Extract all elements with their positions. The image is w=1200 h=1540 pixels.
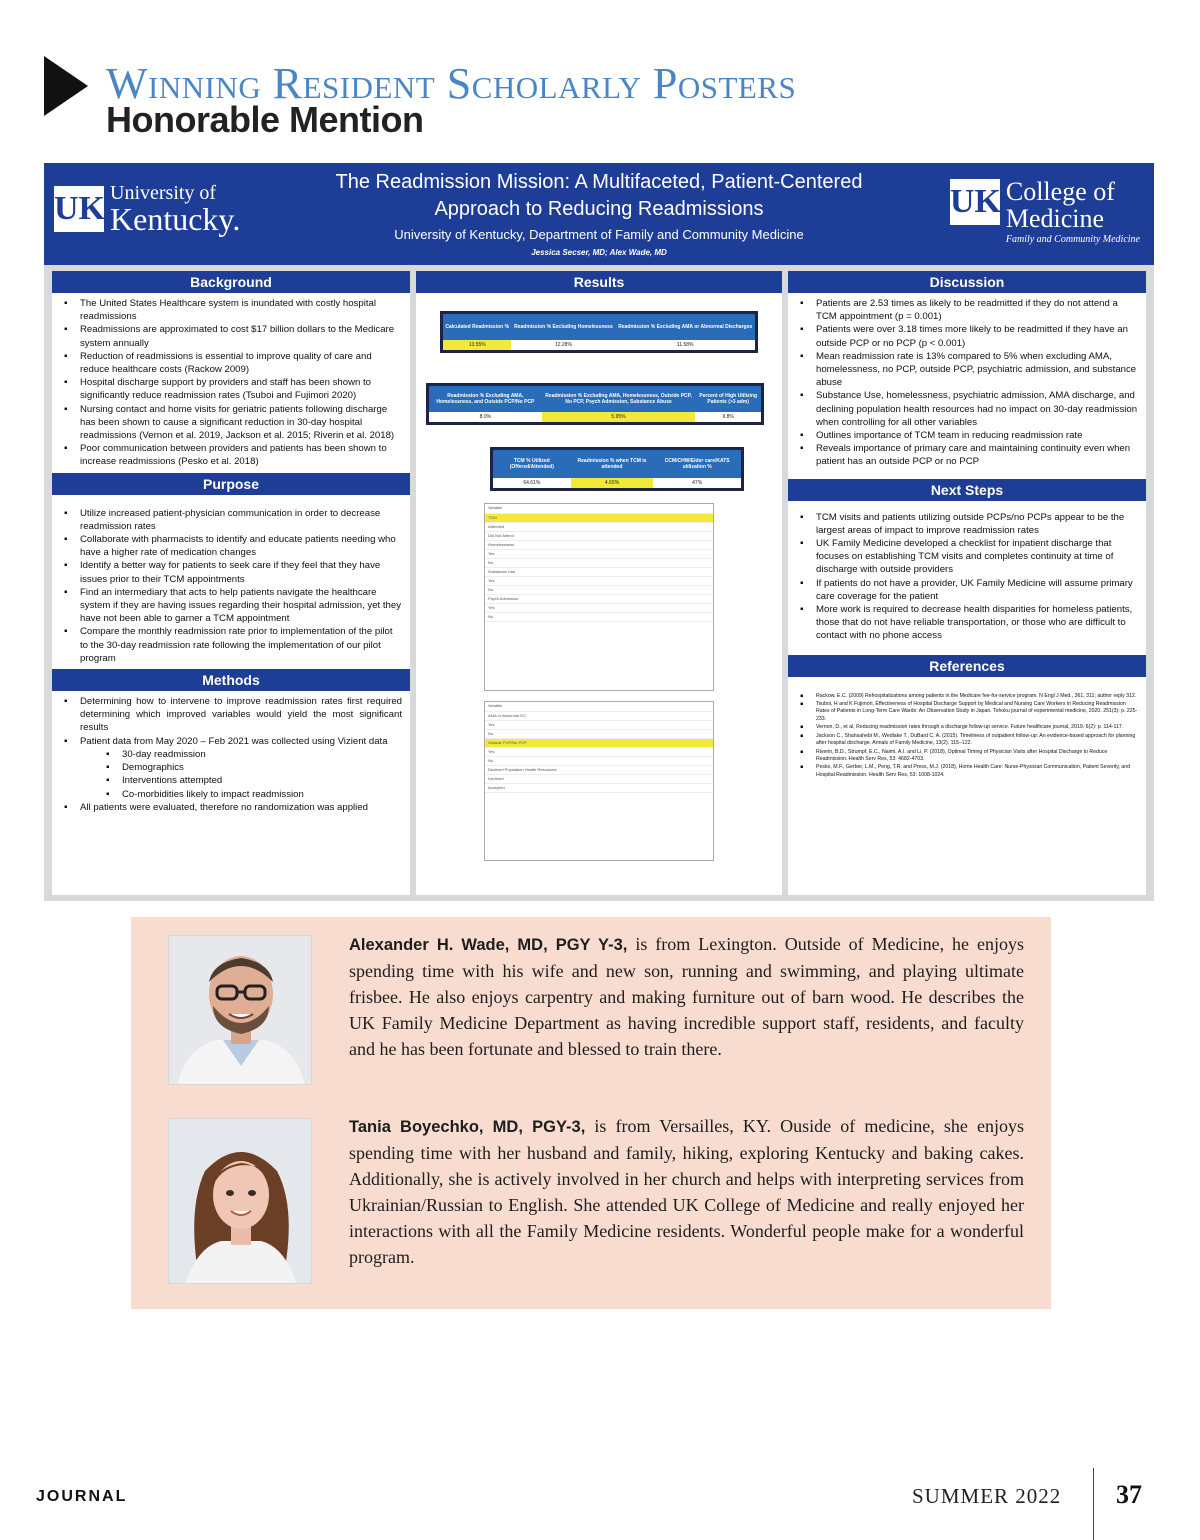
methods-sub-item: ▪ 30-day readmission: [62, 748, 402, 761]
stat-row-label: Attended: [485, 522, 713, 531]
college-logo-line3: Family and Community Medicine: [1005, 234, 1140, 246]
background-item: ▪ Hospital discharge support by providers and staff has been shown to significantly reduce readmission rates (Tsuboi and Fujimori 2020): [62, 376, 402, 402]
stat-row-label: Declined: [485, 774, 713, 783]
results-table-value: 64.61%: [493, 478, 571, 488]
results-table-header: Calculated Readmission %: [443, 314, 511, 340]
stat-table-row: [485, 603, 713, 612]
results-table-header: Readmission % Excluding AMA or Abnormal Discharges: [615, 314, 755, 340]
stat-table-row: [485, 531, 713, 540]
results-table-value: 47%: [653, 478, 741, 488]
stat-row-label: Declined Population Health Resources: [485, 765, 713, 774]
stat-table-row: [485, 756, 713, 765]
results-table-2: [426, 383, 764, 425]
wade-photo: [168, 935, 312, 1085]
page-number: 37: [1116, 1480, 1142, 1509]
stat-table-row: [485, 774, 713, 783]
stat-row-label: Yes: [485, 720, 713, 729]
results-table-header: Readmission % Excluding AMA, Homelessness, Outside PCP, No PCP, Psych Admission, Substance Abuse: [542, 386, 696, 412]
purpose-heading: Purpose: [52, 473, 410, 495]
reference-item: ▪ Tsuboi, H and K Fujimori, Effectiveness of Hospital Discharge Support by Medical and Nursing Care Workers in Reducing Readmission Rates of Patients in Long-Term Care Wards: An Observation Study in Japan. Tohoku journal of experimental medicine, 2020. 251(3): p. 225-233.: [798, 701, 1138, 723]
purpose-item: ▪ Find an intermediary that acts to help patients navigate the healthcare system if they are having issues regarding their hospital admission, yet they have not been able to garner a TCM appointment: [62, 586, 402, 626]
reference-item: ▪ Pesko, M.F., Gerber, L.M., Peng, T.R. and Press, M.J. (2018), Home Health Care: Nurse-Physician Communication, Patient Severity, and Hospital Readmission. Health Serv Res, 53: 1008-1024.: [798, 764, 1138, 779]
stat-row-label: No: [485, 585, 713, 594]
footer-season: SUMMER 2022: [912, 1484, 1062, 1508]
stat-table-1: [484, 503, 714, 691]
discussion-item: ▪ Mean readmission rate is 13% compared to 5% when excluding AMA, homelessness, no PCP, outside PCP, psychiatric admission, and substance abuse: [798, 350, 1138, 390]
results-table-value: 12.28%: [511, 340, 615, 350]
uk-logo-line2: Kentucky.: [110, 201, 241, 237]
results-table-header: Readmission % Excluding AMA, Homelessness, and Outside PCP/No PCP: [429, 386, 542, 412]
poster-title-line2: Approach to Reducing Readmissions: [434, 198, 764, 220]
purpose-item: ▪ Utilize increased patient-physician communication in order to decrease readmission rates: [62, 507, 402, 533]
discussion-item: ▪ Patients are 2.53 times as likely to be readmitted if they do not attend a TCM appointment (p = 0.001): [798, 297, 1138, 323]
stat-row-label: Yes: [485, 549, 713, 558]
purpose-item: ▪ Compare the monthly readmission rate prior to implementation of the pilot to the 30-day readmission rate following the implementation of our pilot program: [62, 625, 402, 665]
wade-name: Alexander H. Wade, MD, PGY Y-3,: [349, 936, 628, 954]
background-heading: Background: [52, 271, 410, 293]
discussion-item: ▪ Outlines importance of TCM team in reducing readmission rate: [798, 429, 1138, 442]
poster-title-block: [274, 169, 924, 257]
stat-table-row: [485, 783, 713, 792]
stat-row-label: Yes: [485, 576, 713, 585]
poster-authors: Jessica Secser, MD; Alex Wade, MD: [531, 248, 667, 257]
methods-sub-item: ▪ Co-morbidities likely to impact readmission: [62, 788, 402, 801]
stat-row-label: Psych Admission: [485, 594, 713, 603]
stat-table-row: [485, 702, 713, 711]
results-heading: Results: [416, 271, 782, 293]
uk-mark-icon: UK: [54, 186, 104, 232]
stat-row-label: Outside PCP/No PCP: [485, 738, 713, 747]
stat-row-label: No: [485, 729, 713, 738]
next-steps-item: ▪ If patients do not have a provider, UK Family Medicine will assume primary care coverage for the patient: [798, 577, 1138, 603]
stat-row-label: Homelessness: [485, 540, 713, 549]
methods-item: ▪ Determining how to intervene to improve readmission rates first required determining which improved variables would yield the most significant results: [62, 695, 402, 735]
next-steps-heading: Next Steps: [788, 479, 1146, 501]
boyechko-bio: [349, 1113, 1024, 1270]
discussion-item: ▪ Substance Use, homelessness, psychiatric admission, AMA discharge, and declining population health resources had no impact on 30-day readmission when controlling for all other variables: [798, 389, 1138, 429]
stat-row-label: No: [485, 558, 713, 567]
next-steps-item: ▪ UK Family Medicine developed a checklist for inpatient discharge that focuses on establishing TCM visits and completes continuity at time of discharge with outside providers: [798, 537, 1138, 577]
methods-heading: Methods: [52, 669, 410, 691]
stat-table-row: [485, 765, 713, 774]
wade-bio: [349, 931, 1024, 1062]
stat-row-label: AMA or Abnormal DC: [485, 711, 713, 720]
poster-left-column: [52, 271, 410, 895]
stat-table-row: [485, 720, 713, 729]
discussion-list: [788, 293, 1146, 473]
stat-row-label: No: [485, 612, 713, 621]
stat-row-label: Did Not Attend: [485, 531, 713, 540]
methods-item: ▪ Patient data from May 2020 – Feb 2021 was collected using Vizient data: [62, 735, 402, 748]
footer-divider: [1093, 1468, 1094, 1540]
results-table-value: 11.58%: [615, 340, 755, 350]
stat-row-label: TCM: [485, 513, 713, 522]
methods-sub-item: ▪ Interventions attempted: [62, 774, 402, 787]
header-arrow-icon: [44, 56, 88, 116]
stat-table-row: [485, 585, 713, 594]
stat-table-row: [485, 522, 713, 531]
next-steps-list: [788, 501, 1146, 647]
purpose-list: [52, 495, 410, 669]
stat-table-row: [485, 738, 713, 747]
stat-row-label: Yes: [485, 603, 713, 612]
background-item: ▪ The United States Healthcare system is inundated with costly hospital readmissions: [62, 297, 402, 323]
stat-table-row: [485, 504, 713, 513]
stat-table-row: [485, 567, 713, 576]
results-table-value: 9.8%: [695, 412, 761, 422]
stat-row-label: Accepted: [485, 783, 713, 792]
purpose-item: ▪ Collaborate with pharmacists to identify and educate patients needing who have a higher rate of medication changes: [62, 533, 402, 559]
reference-item: ▪ Rackow, E.C. (2009) Rehospitalizations among patients in the Medicare fee-for-service program. N Engl J Med., 361, 311; author reply 312.: [798, 693, 1138, 700]
stat-table-row: [485, 747, 713, 756]
stat-table-row: [485, 576, 713, 585]
references-list: [788, 677, 1146, 784]
uk-logo: [54, 183, 240, 235]
stat-table-row: [485, 729, 713, 738]
methods-sub-item: ▪ Demographics: [62, 761, 402, 774]
results-table-value: 5.95%: [542, 412, 696, 422]
stat-table-row: [485, 612, 713, 621]
stat-table-row: [485, 711, 713, 720]
stat-table-row: [485, 513, 713, 522]
results-table-header: CCM/CHW/Elder care/KATS utilization %: [653, 450, 741, 478]
college-logo: [950, 179, 1140, 245]
stat-row-label: Yes: [485, 747, 713, 756]
results-table-value: 13.55%: [443, 340, 511, 350]
background-list: [52, 293, 410, 473]
references-heading: References: [788, 655, 1146, 677]
poster-image: [44, 163, 1154, 901]
college-logo-text: [1006, 179, 1140, 245]
background-item: ▪ Readmissions are approximated to cost $17 billion dollars to the Medicare system annually: [62, 323, 402, 349]
results-table-value: 8.0%: [429, 412, 542, 422]
results-table-1: [440, 311, 758, 353]
background-item: ▪ Reduction of readmissions is essential to improve quality of care and reduce healthcare costs (Rackow 2009): [62, 350, 402, 376]
bio-box: [131, 917, 1051, 1309]
discussion-item: ▪ Reveals importance of primary care and maintaining continuity even when patient has an outside PCP or no PCP: [798, 442, 1138, 468]
results-table-3: [490, 447, 744, 491]
college-logo-line2: Medicine: [1005, 203, 1105, 233]
wade-bio-text: is from Lexington. Outside of Medicine, he enjoys spending time with his wife and new son, running and swimming, and playing ultimate frisbee. He also enjoys carpentry and making furniture out of barn wood. He describes the UK Family Medicine Department as having incredible support staff, residents, and faculty and he has been fortunate and blessed to train there.: [349, 934, 1025, 1059]
methods-item: ▪ All patients were evaluated, therefore no randomization was applied: [62, 801, 402, 814]
boyechko-name: Tania Boyechko, MD, PGY-3,: [349, 1118, 586, 1136]
stat-row-label: No: [485, 756, 713, 765]
results-table-header: Percent of High Utilizing Patients (>3 adm): [695, 386, 761, 412]
footer-journal: JOURNAL: [36, 1488, 128, 1505]
stat-table-row: [485, 549, 713, 558]
background-item: ▪ Nursing contact and home visits for geriatric patients following discharge has been shown to cause a significant reduction in 30-day hospital readmissions (Vernon et al. 2019, Jackson et al. 2015; Riverin et al. 2018): [62, 403, 402, 443]
next-steps-item: ▪ More work is required to decrease health disparities for homeless patients, those that do not have reliable transportation, or those who are difficult to contact with no phone access: [798, 603, 1138, 643]
discussion-item: ▪ Patients were over 3.18 times more likely to be readmitted if they have an outside PCP or no PCP (p < 0.001): [798, 323, 1138, 349]
stat-row-label: Substance Use: [485, 567, 713, 576]
next-steps-item: ▪ TCM visits and patients utilizing outside PCPs/no PCPs appear to be the largest areas of impact to improve readmission rates: [798, 511, 1138, 537]
reference-item: ▪ Riverin, B.D., Strumpf, E.C., Naimi, A.I. and Li, P. (2018), Optimal Timing of Physician Visits after Hospital Discharge to Reduce Readmission. Health Serv Res, 53: 4682-4703.: [798, 749, 1138, 764]
poster-banner: [44, 163, 1154, 265]
uk-logo-line1: University of: [110, 182, 217, 204]
boyechko-bio-text: is from Versailles, KY. Ouside of medicine, she enjoys spending time with her husband and family, hiking, exploring Kentucky and baking cakes. Additionally, she is actively involved in her church and helps with interpreting services from Ukrainian/Russian to English. She attended UK College of Medicine and really enjoyed her interactions with all the Family Medicine residents. Wonderful people make for a wonderful program.: [349, 1116, 1024, 1267]
reference-item: ▪ Jackson C., Shahsahebi M., Wedlake T., DuBard C. A. (2015). Timeliness of outpatient follow-up: An evidence-based approach for planning after hospital discharge. Annals of Family Medicine, 13(2), 115–122.: [798, 733, 1138, 748]
uk-logo-text: [110, 183, 240, 235]
boyechko-photo: [168, 1118, 312, 1284]
poster-department: University of Kentucky, Department of Family and Community Medicine: [394, 227, 804, 242]
stat-row-label: Variable: [485, 504, 713, 513]
stat-row-label: Variable: [485, 702, 713, 711]
poster-title-line1: The Readmission Mission: A Multifaceted, Patient-Centered: [335, 171, 863, 193]
background-item: ▪ Poor communication between providers and patients has been shown to increase readmissions (Pesko et al. 2018): [62, 442, 402, 468]
results-table-value: 4.65%: [571, 478, 654, 488]
stat-table-row: [485, 558, 713, 567]
section-subtitle: Honorable Mention: [106, 99, 424, 140]
college-mark-icon: UK: [950, 179, 1000, 225]
stat-table-row: [485, 540, 713, 549]
college-logo-line1: College of: [1005, 177, 1115, 206]
poster-right-column: [788, 271, 1146, 895]
methods-list: [52, 691, 410, 818]
discussion-heading: Discussion: [788, 271, 1146, 293]
stat-table-row: [485, 594, 713, 603]
purpose-item: ▪ Identify a better way for patients to seek care if they feel that they have issues prior to their TCM appointments: [62, 559, 402, 585]
results-table-header: Readmission % when TCM is attended: [571, 450, 654, 478]
reference-item: ▪ Vernon, D., et al, Reducing readmission rates through a discharge follow-up service. Future healthcare journal, 2019. 6(2): p. 114-117.: [798, 724, 1138, 731]
stat-table-2: [484, 701, 714, 861]
section-title: Winning Resident Scholarly Posters: [106, 59, 797, 108]
results-table-header: Readmission % Excluding Homelessness: [511, 314, 615, 340]
results-table-header: TCM % Utilized (Offered/Attended): [493, 450, 571, 478]
